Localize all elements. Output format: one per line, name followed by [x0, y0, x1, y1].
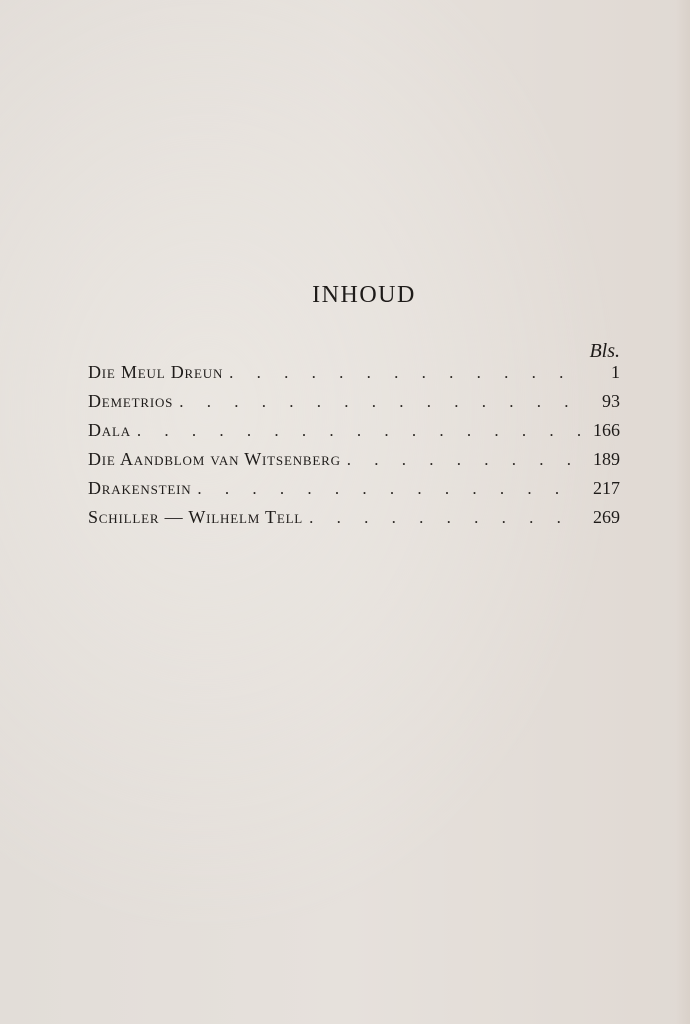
- toc-entry-page: 1: [611, 362, 620, 382]
- dot-leader: [197, 474, 582, 503]
- toc-entry-page: 269: [593, 507, 620, 527]
- toc-entry-page: 93: [602, 391, 620, 411]
- toc-entry-page: 166: [593, 420, 620, 440]
- toc-entry: [88, 416, 620, 445]
- toc-entry-page: 189: [593, 449, 620, 469]
- page-title: INHOUD: [312, 282, 416, 308]
- toc-entry-page: 217: [593, 478, 620, 498]
- toc-entry: [88, 445, 620, 474]
- dot-leader: [347, 445, 582, 474]
- toc-entry-title: Demetrios: [88, 391, 174, 411]
- toc-entry: [88, 474, 620, 503]
- page-edge-shadow: [676, 0, 690, 1024]
- toc-entry-title: Drakenstein: [88, 478, 192, 498]
- dot-leader: [179, 387, 582, 416]
- toc-entry: [88, 387, 620, 416]
- toc-entry-title: Die Meul Dreun: [88, 362, 224, 382]
- toc-entry: [88, 358, 620, 387]
- dot-leader: [137, 416, 582, 445]
- toc-entry-title: Schiller — Wilhelm Tell: [88, 507, 304, 527]
- toc-entry-title: Die Aandblom van Witsenberg: [88, 449, 341, 469]
- page-column-header: Bls.: [589, 340, 620, 362]
- toc-entry: [88, 503, 620, 532]
- dot-leader: [309, 503, 582, 532]
- toc-entry-title: Dala: [88, 420, 131, 440]
- table-of-contents: [88, 358, 620, 532]
- dot-leader: [229, 358, 582, 387]
